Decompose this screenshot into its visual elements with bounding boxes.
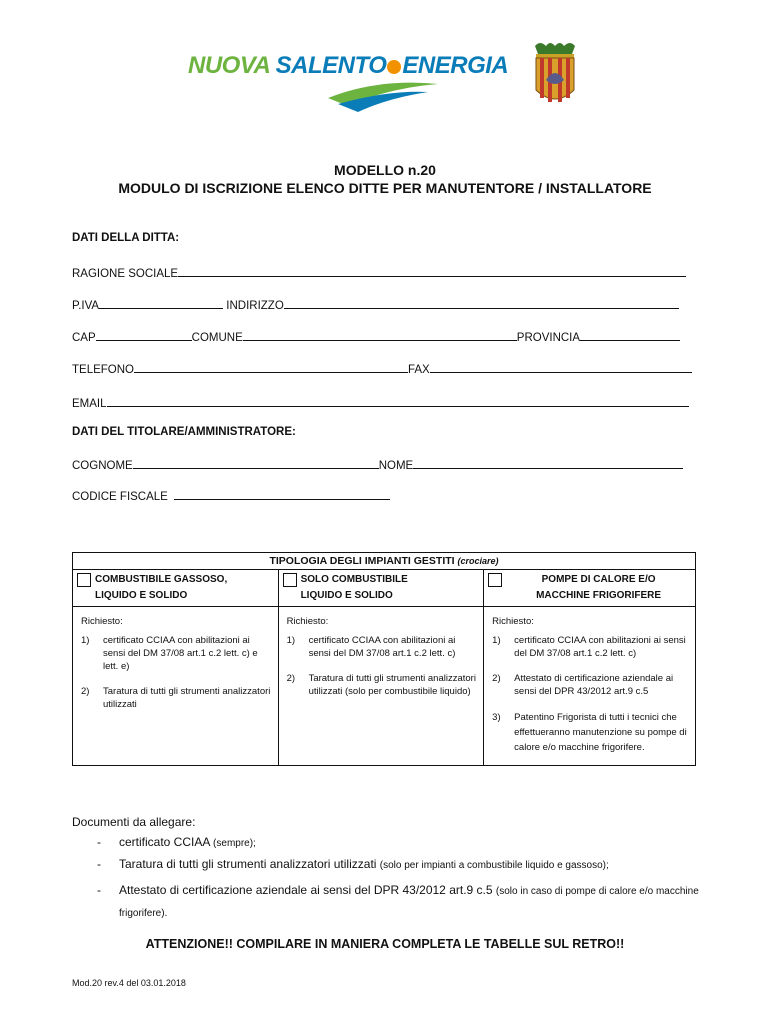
documents-section [72,812,699,924]
email-row [72,396,689,410]
fax-field[interactable] [430,362,692,373]
category-title: MACCHINE FRIGORIFERE [536,590,662,601]
category-title: SOLO COMBUSTIBILE [300,574,408,585]
logo-text-nuova: NUOVA [188,52,270,79]
indirizzo-field[interactable] [284,298,679,309]
item-text: Taratura di tutti gli strumenti analizzatori utilizzati (solo per combustibile liquido) [308,673,476,697]
piva-label: P.IVA [72,300,100,312]
piva-row [72,298,679,312]
category-cell [484,570,696,607]
document-item: - certificato CCIAA (sempre); [97,835,256,849]
category-title: POMPE DI CALORE E/O [541,574,656,585]
cap-label: CAP [72,332,96,344]
checkbox-solo-combustibile[interactable] [283,573,297,587]
document-note: (solo in caso di pompe di calore e/o macchine frigorifere). [119,886,699,919]
category-cell [73,570,279,607]
checkbox-pompe-di-calore[interactable] [488,573,502,587]
tipologia-table [72,552,696,766]
section-heading-ditta: DATI DELLA DITTA: [72,232,180,244]
category-title: COMBUSTIBILE GASSOSO, [95,574,228,585]
document-note: (solo per impianti a combustibile liquido e gassoso); [379,860,609,871]
email-label: EMAIL [72,398,107,410]
telefono-label: TELEFONO [72,364,134,376]
category-title: LIQUIDO E SOLIDO [300,590,393,601]
footer-revision: Mod.20 rev.4 del 03.01.2018 [72,978,186,988]
attention-notice: ATTENZIONE!! COMPILARE IN MANIERA COMPLETA LE TABELLE SUL RETRO!! [145,937,625,951]
item-number: 2) [81,686,90,697]
tipologia-heading [73,553,696,570]
cognome-row [72,458,683,472]
cognome-label: COGNOME [72,460,133,472]
documents-heading: Documenti da allegare: [72,815,196,829]
item-number: 2) [492,673,501,684]
item-text: Patentino Frigorista di tutti i tecnici che effettueranno manutenzione su pompe di calore e/o macchine frigorifere. [514,712,687,753]
telefono-field[interactable] [134,362,408,373]
checkbox-combustibile-gassoso[interactable] [77,573,91,587]
cap-row [72,330,680,344]
codice-fiscale-row [72,489,390,503]
ragione-sociale-label: RAGIONE SOCIALE [72,268,179,280]
requirements-cell [484,607,696,766]
item-number: 2) [286,673,296,684]
cap-field[interactable] [96,330,192,341]
item-number: 1) [81,635,90,646]
section-heading-titolare: DATI DEL TITOLARE/AMMINISTRATORE: [72,426,296,438]
item-text: Taratura di tutti gli strumenti analizzatori utilizzati [103,686,271,710]
requirements-label: Richiesto: [492,616,534,627]
province-crest-icon [530,40,580,110]
document-item: - Taratura di tutti gli strumenti analizzatori utilizzati (solo per impianti a combustibile liquido e gassoso); [97,857,609,871]
tipologia-heading-text: TIPOLOGIA DEGLI IMPIANTI GESTITI [269,555,455,567]
document-item: - Attestato di certificazione aziendale ai sensi del DPR 43/2012 art.9 c.5 (solo in caso di pompe di calore e/o macchine frigorifere). [97,883,699,919]
comune-field[interactable] [243,330,517,341]
nome-label: NOME [378,460,414,472]
category-title: LIQUIDO E SOLIDO [95,590,188,601]
logo-text-salento: SALENTO [275,52,387,79]
category-cell [278,570,484,607]
sun-icon [387,60,401,74]
cognome-field[interactable] [133,458,379,469]
logo-text-energia: ENERGIA [402,52,509,79]
telefono-row [72,362,692,376]
ragione-sociale-field[interactable] [178,266,686,277]
item-text: certificato CCIAA con abilitazioni ai sensi del DM 37/08 art.1 c.2 lett. c) [308,635,456,659]
requirements-cell [278,607,484,766]
codice-fiscale-label: CODICE FISCALE [72,491,168,503]
piva-field[interactable] [99,298,223,309]
form-subtitle: MODULO DI ISCRIZIONE ELENCO DITTE PER MANUTENTORE / INSTALLATORE [118,180,652,196]
document-note: (sempre); [213,838,256,849]
comune-label: COMUNE [191,332,243,344]
email-field[interactable] [107,396,689,407]
nome-field[interactable] [413,458,683,469]
requirements-label: Richiesto: [81,616,123,627]
requirements-label: Richiesto: [286,616,329,627]
provincia-field[interactable] [580,330,680,341]
item-text: certificato CCIAA con abilitazioni ai sensi del DM 37/08 art.1 c.2 lett. c) [514,635,686,659]
document-text: certificato CCIAA [119,835,210,849]
form-title: MODELLO n.20 [334,162,436,178]
requirements-cell [73,607,279,766]
document-text: Taratura di tutti gli strumenti analizzatori utilizzati [119,857,377,871]
ragione-sociale-row [72,266,686,280]
item-number: 1) [492,635,501,646]
provincia-label: PROVINCIA [516,332,581,344]
item-number: 3) [492,712,501,723]
document-text: Attestato di certificazione aziendale ai sensi del DPR 43/2012 art.9 c.5 [119,883,493,897]
item-number: 1) [286,635,296,646]
item-text: certificato CCIAA con abilitazioni ai sensi del DM 37/08 art.1 c.2 lett. c) e lett. e) [103,635,258,672]
logo-swoosh-icon [328,78,438,112]
company-logo [188,44,509,112]
item-text: Attestato di certificazione aziendale ai sensi del DPR 43/2012 art.9 c.5 [514,673,674,697]
fax-label: FAX [407,364,430,376]
tipologia-note: (crociare) [457,556,499,566]
codice-fiscale-field[interactable] [174,489,390,500]
indirizzo-label: INDIRIZZO [226,300,284,312]
